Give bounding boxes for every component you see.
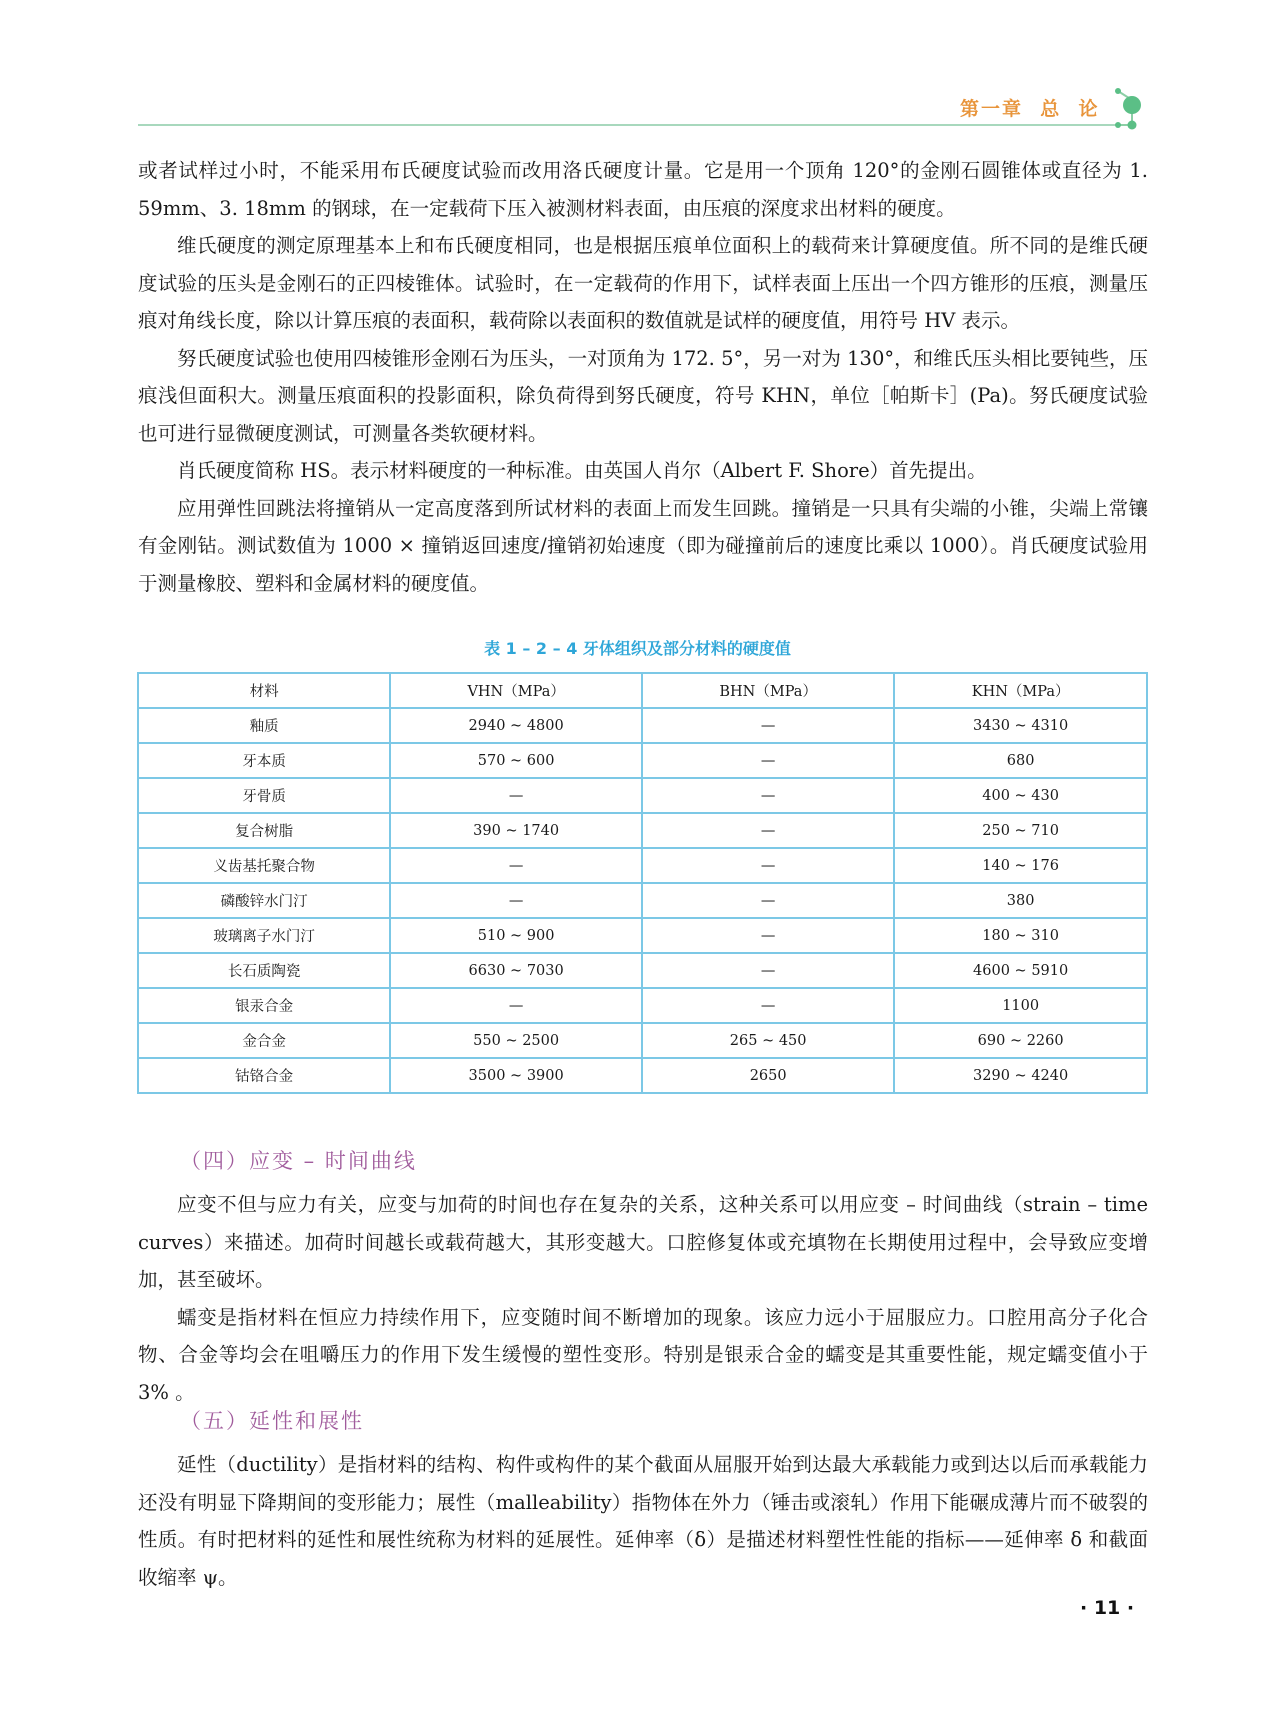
material-cell: 钴铬合金 (138, 1058, 390, 1093)
value-cell: 400 ~ 430 (894, 778, 1147, 813)
value-cell: — (642, 708, 894, 743)
value-cell: — (390, 848, 642, 883)
value-cell: — (390, 778, 642, 813)
column-header: 材料 (138, 673, 390, 708)
value-cell: — (642, 918, 894, 953)
value-cell: 690 ~ 2260 (894, 1023, 1147, 1058)
value-cell: 680 (894, 743, 1147, 778)
hardness-table (137, 672, 1148, 1094)
value-cell: 4600 ~ 5910 (894, 953, 1147, 988)
table-caption: 表 1 – 2 – 4 牙体组织及部分材料的硬度值 (484, 639, 791, 658)
table-row (138, 848, 1147, 883)
value-cell: 380 (894, 883, 1147, 918)
header-rule (138, 124, 1128, 126)
value-cell: 3290 ~ 4240 (894, 1058, 1147, 1093)
table-row (138, 813, 1147, 848)
value-cell: — (642, 743, 894, 778)
material-cell: 复合树脂 (138, 813, 390, 848)
table-header-row (138, 673, 1147, 708)
table-row (138, 918, 1147, 953)
paragraph: 努氏硬度试验也使用四棱锥形金刚石为压头，一对顶角为 172. 5°，另一对为 130°，和维氏压头相比要钝些，压痕浅但面积大。测量压痕面积的投影面积，除负荷得到努氏硬度，符号 KHN，单位［帕斯卡］(Pa)。努氏硬度试验也可进行显微硬度测试，可测量各类软硬材料。 (138, 346, 1148, 445)
value-cell: 140 ~ 176 (894, 848, 1147, 883)
value-cell: — (642, 883, 894, 918)
value-cell: 570 ~ 600 (390, 743, 642, 778)
value-cell: 250 ~ 710 (894, 813, 1147, 848)
paragraph: 应用弹性回跳法将撞销从一定高度落到所试材料的表面上而发生回跳。撞销是一只具有尖端的小锥，尖端上常镶有金刚钻。测试数值为 1000 × 撞销返回速度/撞销初始速度（即为碰撞前后的速度比乘以 1000）。肖氏硬度试验用于测量橡胶、塑料和金属材料的硬度值。 (138, 496, 1148, 595)
paragraph: 蠕变是指材料在恒应力持续作用下，应变随时间不断增加的现象。该应力远小于屈服应力。口腔用高分子化合物、合金等均会在咀嚼压力的作用下发生缓慢的塑性变形。特别是银汞合金的蠕变是其重要性能，规定蠕变值小于 3% 。 (138, 1305, 1148, 1404)
intro-text (138, 152, 1148, 602)
chapter-title: 第一章 总 论 (960, 98, 1100, 120)
paragraph: 应变不但与应力有关，应变与加荷的时间也存在复杂的关系，这种关系可以用应变 – 时间曲线（strain – time curves）来描述。加荷时间越长或载荷越大，其形变越大。口腔修复体或充填物在长期使用过程中，会导致应变增加，甚至破坏。 (138, 1193, 1148, 1291)
value-cell: — (390, 883, 642, 918)
paragraph: 肖氏硬度简称 HS。表示材料硬度的一种标准。由英国人肖尔（Albert F. Shore）首先提出。 (177, 459, 987, 482)
value-cell: — (642, 778, 894, 813)
material-cell: 牙本质 (138, 743, 390, 778)
value-cell: 510 ~ 900 (390, 918, 642, 953)
table-row (138, 1023, 1147, 1058)
value-cell: 6630 ~ 7030 (390, 953, 642, 988)
table-body (138, 708, 1147, 1093)
value-cell: — (642, 988, 894, 1023)
value-cell: 3430 ~ 4310 (894, 708, 1147, 743)
value-cell: — (642, 953, 894, 988)
material-cell: 金合金 (138, 1023, 390, 1058)
material-cell: 银汞合金 (138, 988, 390, 1023)
table-row (138, 708, 1147, 743)
table-row (138, 1058, 1147, 1093)
section-heading-4: （四）应变 – 时间曲线 (180, 1149, 417, 1173)
section-5-text (138, 1446, 1148, 1596)
value-cell: — (642, 813, 894, 848)
material-cell: 牙骨质 (138, 778, 390, 813)
column-header: BHN（MPa） (642, 673, 894, 708)
table-row (138, 953, 1147, 988)
value-cell: 1100 (894, 988, 1147, 1023)
value-cell: 2940 ~ 4800 (390, 708, 642, 743)
column-header: KHN（MPa） (894, 673, 1147, 708)
molecule-icon (1108, 88, 1168, 138)
page-number: · 11 · (1080, 1597, 1135, 1619)
value-cell: 550 ~ 2500 (390, 1023, 642, 1058)
paragraph: 维氏硬度的测定原理基本上和布氏硬度相同，也是根据压痕单位面积上的载荷来计算硬度值。所不同的是维氏硬度试验的压头是金刚石的正四棱锥体。试验时，在一定载荷的作用下，试样表面上压出一个四方锥形的压痕，测量压痕对角线长度，除以计算压痕的表面积，载荷除以表面积的数值就是试样的硬度值，用符号 HV 表示。 (138, 234, 1148, 332)
material-cell: 磷酸锌水门汀 (138, 883, 390, 918)
paragraph: 或者试样过小时，不能采用布氏硬度试验而改用洛氏硬度计量。它是用一个顶角 120°的金刚石圆锥体或直径为 1. 59mm、3. 18mm 的钢球，在一定载荷下压入被测材料表面，由压痕的深度求出材料的硬度。 (138, 159, 1148, 220)
value-cell: — (390, 988, 642, 1023)
value-cell: 2650 (642, 1058, 894, 1093)
table-row (138, 883, 1147, 918)
value-cell: 390 ~ 1740 (390, 813, 642, 848)
value-cell: 265 ~ 450 (642, 1023, 894, 1058)
paragraph: 延性（ductility）是指材料的结构、构件或构件的某个截面从屈服开始到达最大承载能力或到达以后而承载能力还没有明显下降期间的变形能力；展性（malleability）指物体在外力（锤击或滚轧）作用下能碾成薄片而不破裂的性质。有时把材料的延性和展性统称为材料的延展性。延伸率（δ）是描述材料塑性性能的指标——延伸率 δ 和截面收缩率 ψ。 (138, 1453, 1148, 1589)
section-heading-5: （五）延性和展性 (180, 1409, 364, 1433)
table-row (138, 778, 1147, 813)
table-row (138, 743, 1147, 778)
value-cell: 3500 ~ 3900 (390, 1058, 642, 1093)
value-cell: — (642, 848, 894, 883)
value-cell: 180 ~ 310 (894, 918, 1147, 953)
column-header: VHN（MPa） (390, 673, 642, 708)
material-cell: 玻璃离子水门汀 (138, 918, 390, 953)
section-4-text (138, 1186, 1148, 1411)
material-cell: 釉质 (138, 708, 390, 743)
table-row (138, 988, 1147, 1023)
material-cell: 义齿基托聚合物 (138, 848, 390, 883)
material-cell: 长石质陶瓷 (138, 953, 390, 988)
